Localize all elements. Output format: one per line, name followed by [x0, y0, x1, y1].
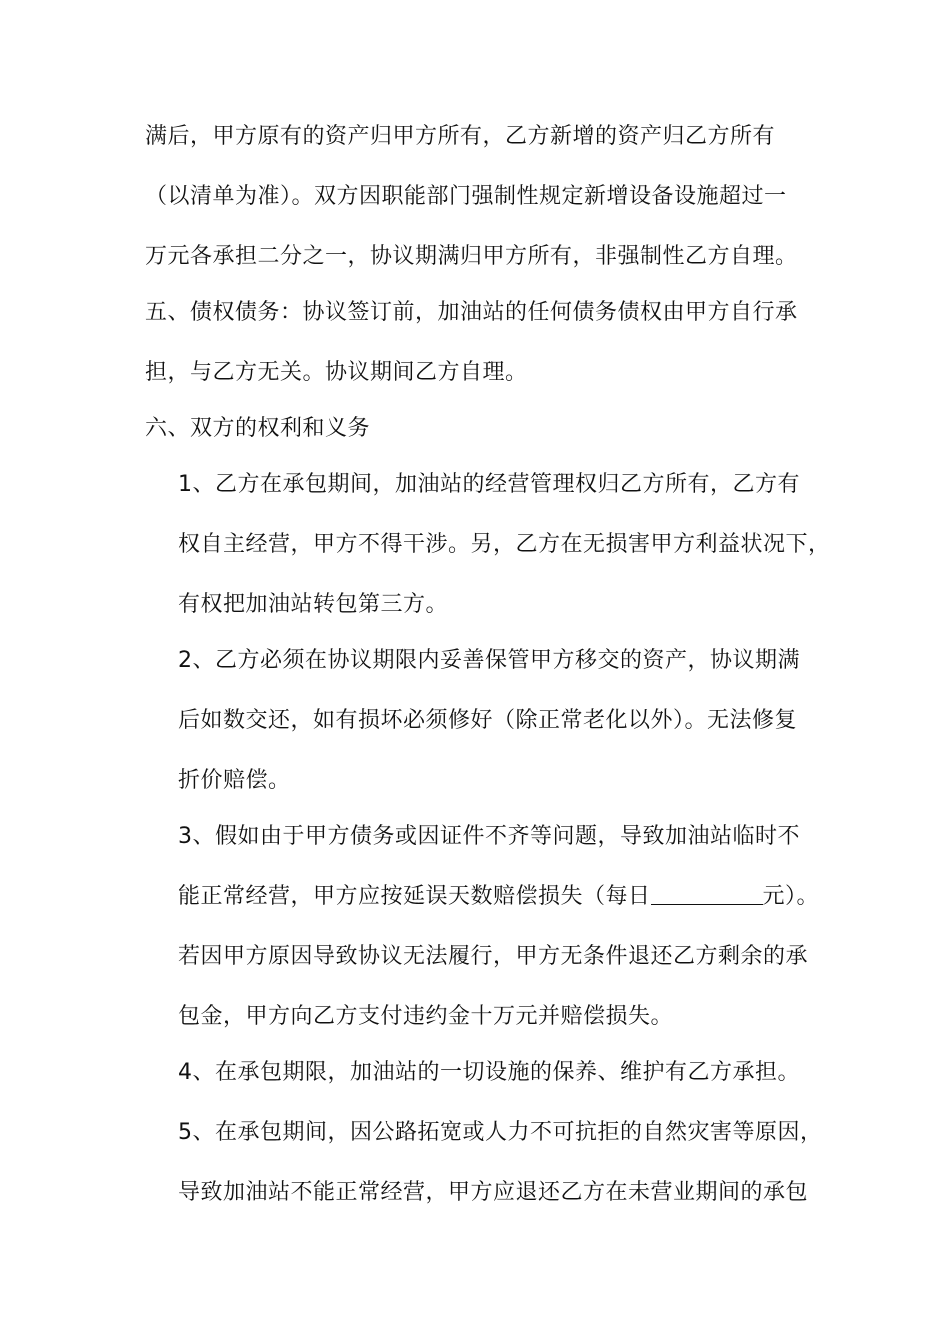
blank-line-after-text: 元）。 — [762, 884, 820, 909]
paragraph-line-with-blank — [178, 882, 819, 912]
paragraph-line: 导致加油站不能正常经营，甲方应退还乙方在未营业期间的承包 — [178, 1180, 809, 1205]
clause-5-line: 5、在承包期间，因公路拓宽或人力不可抗拒的自然灾害等原因， — [178, 1120, 823, 1145]
clause-4-line: 4、在承包期限，加油站的一切设施的保养、维护有乙方承担。 — [178, 1060, 800, 1085]
fill-in-blank — [651, 884, 763, 905]
paragraph-line: （以清单为准）。双方因职能部门强制性规定新增设备设施超过一 — [145, 184, 787, 209]
paragraph-line: 权自主经营，甲方不得干涉。另，乙方在无损害甲方利益状况下， — [178, 532, 831, 557]
section-five-line: 五、债权债务：协议签订前，加油站的任何债务债权由甲方自行承 — [145, 300, 798, 325]
blank-line-before-text: 能正常经营，甲方应按延误天数赔偿损失（每日 — [178, 884, 651, 909]
clause-1-line: 1、乙方在承包期间，加油站的经营管理权归乙方所有，乙方有 — [178, 472, 800, 497]
paragraph-line: 满后，甲方原有的资产归甲方所有，乙方新增的资产归乙方所有 — [145, 124, 776, 149]
clause-2-line: 2、乙方必须在协议期限内妥善保管甲方移交的资产，协议期满 — [178, 648, 800, 673]
paragraph-line: 担，与乙方无关。协议期间乙方自理。 — [145, 360, 528, 385]
paragraph-line: 后如数交还，如有损坏必须修好（除正常老化以外）。无法修复 — [178, 708, 798, 733]
paragraph-line: 有权把加油站转包第三方。 — [178, 592, 449, 617]
paragraph-line: 包金，甲方向乙方支付违约金十万元并赔偿损失。 — [178, 1004, 674, 1029]
section-six-heading: 六、双方的权利和义务 — [145, 416, 371, 441]
paragraph-line: 万元各承担二分之一，协议期满归甲方所有，非强制性乙方自理。 — [145, 244, 798, 269]
clause-3-line: 3、假如由于甲方债务或因证件不齐等问题，导致加油站临时不 — [178, 824, 800, 849]
paragraph-line: 折价赔偿。 — [178, 768, 291, 793]
paragraph-line: 若因甲方原因导致协议无法履行，甲方无条件退还乙方剩余的承 — [178, 944, 809, 969]
